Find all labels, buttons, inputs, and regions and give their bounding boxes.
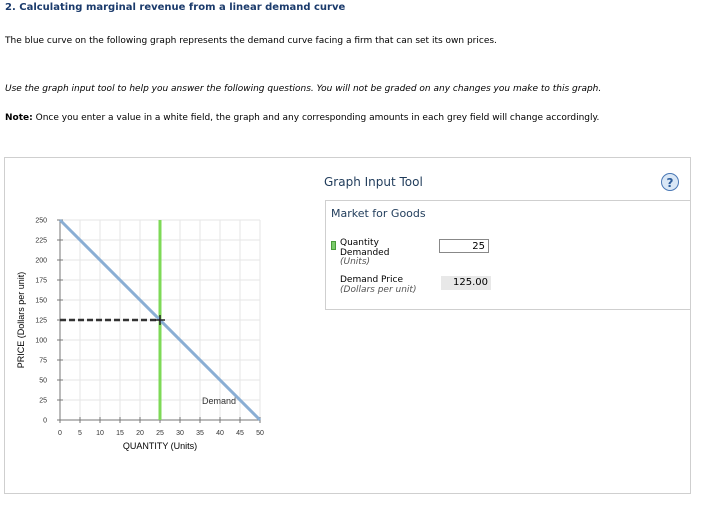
x-tick-label: 5 <box>78 430 82 437</box>
x-tick-label: 25 <box>156 430 164 437</box>
x-tick-label: 45 <box>236 430 244 437</box>
y-tick-label: 0 <box>43 417 47 425</box>
quantity-input[interactable] <box>439 239 489 253</box>
price-units: (Dollars per unit) <box>340 285 417 295</box>
price-label: Demand Price <box>340 275 403 285</box>
y-tick-label: 50 <box>39 377 47 385</box>
note-body: Once you enter a value in a white field, the graph and any corresponding amounts in each grey field will change accordingly. <box>35 113 600 123</box>
y-tick-label: 25 <box>39 397 47 405</box>
x-axis-label: QUANTITY (Units) <box>122 441 198 451</box>
question-heading: 2. Calculating marginal revenue from a linear demand curve <box>5 2 346 13</box>
quantity-label-line1: Quantity <box>340 238 379 248</box>
quantity-label-line2: Demanded <box>340 248 390 258</box>
y-tick-label: 100 <box>35 337 47 345</box>
x-tick-label: 0 <box>58 430 62 437</box>
y-tick-label: 75 <box>39 357 47 365</box>
y-tick-label: 125 <box>35 317 47 325</box>
intro-text: The blue curve on the following graph represents the demand curve facing a firm that can set its own prices. <box>5 36 497 46</box>
price-output: 125.00 <box>441 276 491 290</box>
x-tick-label: 40 <box>216 430 224 437</box>
graph-input-tool-title: Graph Input Tool <box>324 175 423 189</box>
help-icon[interactable]: ? <box>661 173 679 191</box>
quantity-units: (Units) <box>340 257 371 267</box>
y-tick-label: 175 <box>35 277 47 285</box>
y-tick-label: 250 <box>35 217 47 225</box>
y-tick-label: 150 <box>35 297 47 305</box>
x-tick-label: 30 <box>176 430 184 437</box>
x-tick-label: 15 <box>116 430 124 437</box>
x-tick-label: 35 <box>196 430 204 437</box>
note-label: Note: <box>5 113 33 123</box>
market-title: Market for Goods <box>331 207 426 220</box>
x-tick-label: 50 <box>256 430 264 437</box>
y-axis-label: PRICE (Dollars per unit) <box>16 271 26 369</box>
y-tick-label: 200 <box>35 257 47 265</box>
demand-annotation: Demand <box>202 396 237 406</box>
y-tick-label: 225 <box>35 237 47 245</box>
x-tick-label: 20 <box>136 430 144 437</box>
quantity-line-swatch-icon <box>331 241 336 250</box>
x-tick-label: 10 <box>96 430 104 437</box>
instruction-text: Use the graph input tool to help you answer the following questions. You will not be graded on any changes you make to this graph. <box>5 84 602 94</box>
